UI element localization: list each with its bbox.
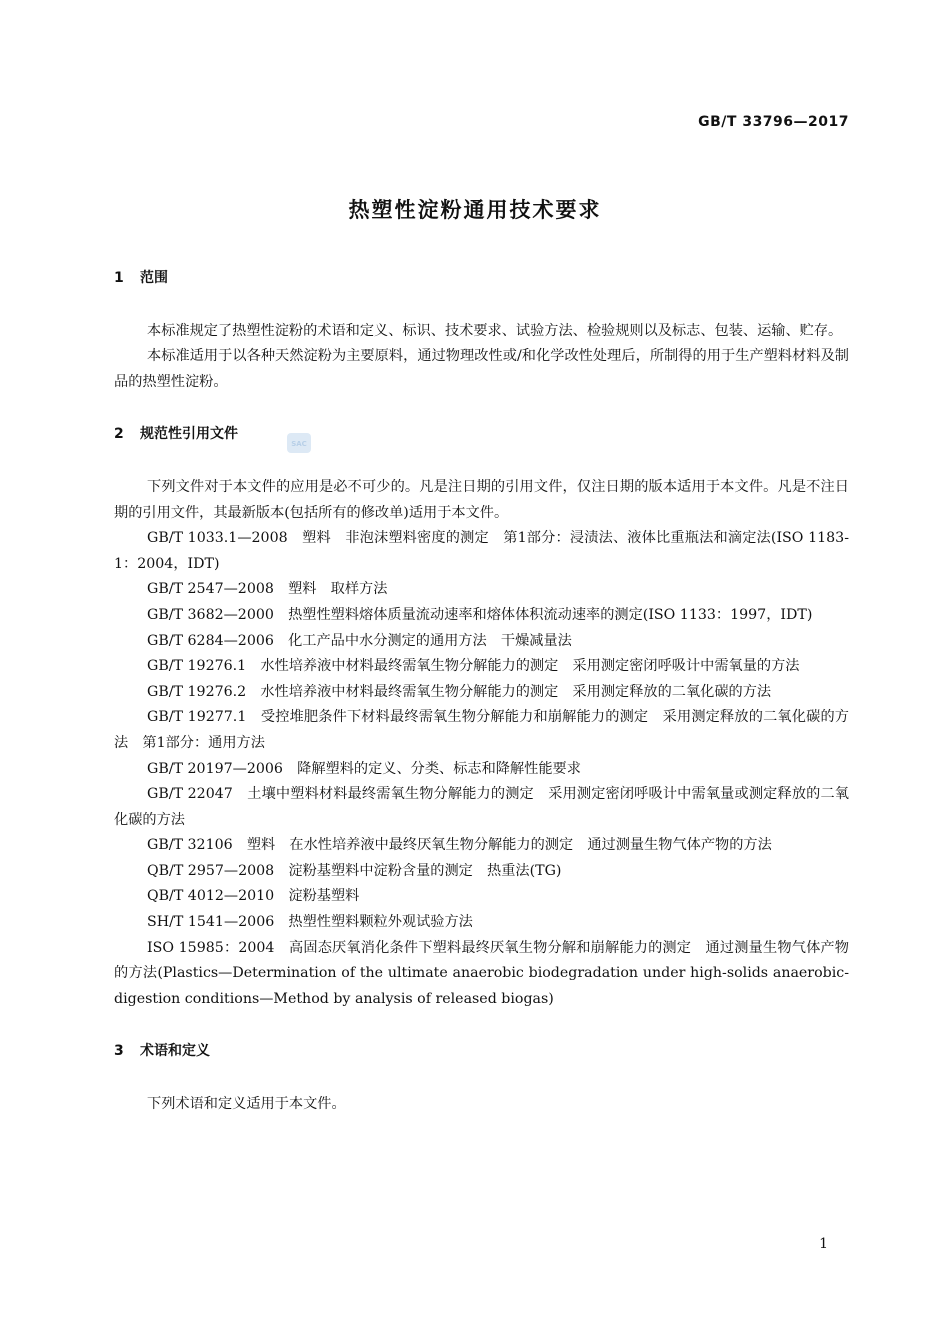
paragraph: 下列文件对于本文件的应用是必不可少的。凡是注日期的引用文件，仅注日期的版本适用于本文件。凡是不注日期的引用文件，其最新版本(包括所有的修改单)适用于本文件。 — [114, 478, 849, 521]
section-heading — [114, 266, 849, 292]
section-number: 2 — [114, 426, 124, 443]
reference-item: GB/T 19277.1 受控堆肥条件下材料最终需氧生物分解能力和崩解能力的测定 采用测定释放的二氧化碳的方法 第1部分：通用方法 — [114, 709, 849, 751]
reference-item: GB/T 1033.1—2008 塑料 非泡沫塑料密度的测定 第1部分：浸渍法、液体比重瓶法和滴定法(ISO 1183-1：2004，IDT) — [114, 530, 849, 572]
reference-item: SH/T 1541—2006 热塑性塑料颗粒外观试验方法 — [147, 914, 473, 931]
section-title: 规范性引用文件 — [140, 426, 238, 443]
paragraph: 本标准适用于以各种天然淀粉为主要原料，通过物理改性或/和化学改性处理后，所制得的用于生产塑料材料及制品的热塑性淀粉。 — [114, 348, 849, 390]
reference-item: GB/T 2547—2008 塑料 取样方法 — [147, 581, 388, 598]
reference-item: GB/T 6284—2006 化工产品中水分测定的通用方法 干燥减量法 — [147, 632, 572, 649]
document-title: 热塑性淀粉通用技术要求 — [348, 198, 602, 222]
reference-item: GB/T 19276.2 水性培养液中材料最终需氧生物分解能力的测定 采用测定释放的二氧化碳的方法 — [147, 683, 772, 700]
svg-text:SAC: SAC — [291, 440, 307, 448]
section-number: 1 — [114, 270, 124, 286]
section-title: 术语和定义 — [140, 1043, 210, 1060]
reference-item: GB/T 3682—2000 热塑性塑料熔体质量流动速率和熔体体积流动速率的测定(ISO 1133：1997，IDT) — [147, 606, 813, 623]
paragraph: 本标准规定了热塑性淀粉的术语和定义、标识、技术要求、试验方法、检验规则以及标志、包装、运输、贮存。 — [147, 322, 843, 339]
reference-item: QB/T 2957—2008 淀粉基塑料中淀粉含量的测定 热重法(TG) — [147, 862, 562, 879]
section-heading — [114, 1039, 849, 1065]
section-title: 范围 — [140, 270, 168, 286]
section-heading — [114, 422, 849, 448]
section-number: 3 — [114, 1043, 124, 1060]
document-body — [114, 266, 849, 1118]
reference-item: ISO 15985：2004 高固态厌氧消化条件下塑料最终厌氧生物分解和崩解能力的测定 通过测量生物气体产物的方法(Plastics—Determination of the ultimate anaerobic biodegradation under high-solids anaerobic-digestion conditions—Method by analysis of released biogas) — [114, 939, 849, 1007]
standard-number: GB/T 33796—2017 — [698, 114, 849, 130]
reference-item: GB/T 22047 土壤中塑料材料最终需氧生物分解能力的测定 采用测定密闭呼吸计中需氧量或测定释放的二氧化碳的方法 — [114, 786, 849, 828]
reference-item: GB/T 32106 塑料 在水性培养液中最终厌氧生物分解能力的测定 通过测量生物气体产物的方法 — [147, 837, 772, 854]
reference-item: QB/T 4012—2010 淀粉基塑料 — [147, 888, 360, 905]
reference-item: GB/T 19276.1 水性培养液中材料最终需氧生物分解能力的测定 采用测定密闭呼吸计中需氧量的方法 — [147, 658, 800, 675]
page-number: 1 — [819, 1236, 828, 1252]
reference-item: GB/T 20197—2006 降解塑料的定义、分类、标志和降解性能要求 — [147, 760, 581, 777]
paragraph: 下列术语和定义适用于本文件。 — [147, 1096, 346, 1113]
